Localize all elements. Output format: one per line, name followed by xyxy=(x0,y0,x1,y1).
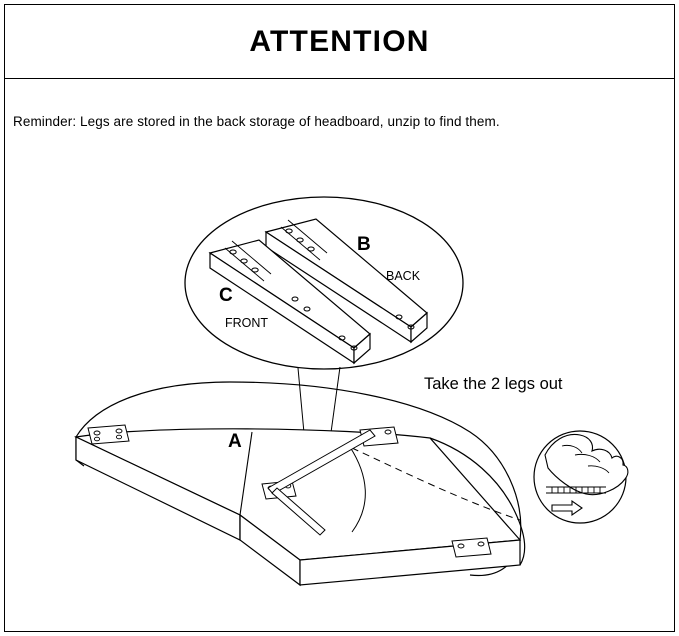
bracket-right-front xyxy=(452,538,491,557)
label-leg-b: B xyxy=(357,234,371,255)
bracket-left xyxy=(88,425,129,444)
label-front: FRONT xyxy=(225,316,269,330)
hand-unzip-detail xyxy=(534,431,628,523)
reminder-text: Reminder: Legs are stored in the back storage of headboard, unzip to find them. xyxy=(13,114,500,129)
headboard-base xyxy=(76,382,525,585)
label-leg-c: C xyxy=(219,285,233,306)
label-base-a: A xyxy=(228,431,242,452)
label-back: BACK xyxy=(386,269,421,283)
page-title: ATTENTION xyxy=(249,24,430,58)
instruction-text: Take the 2 legs out xyxy=(424,375,563,393)
